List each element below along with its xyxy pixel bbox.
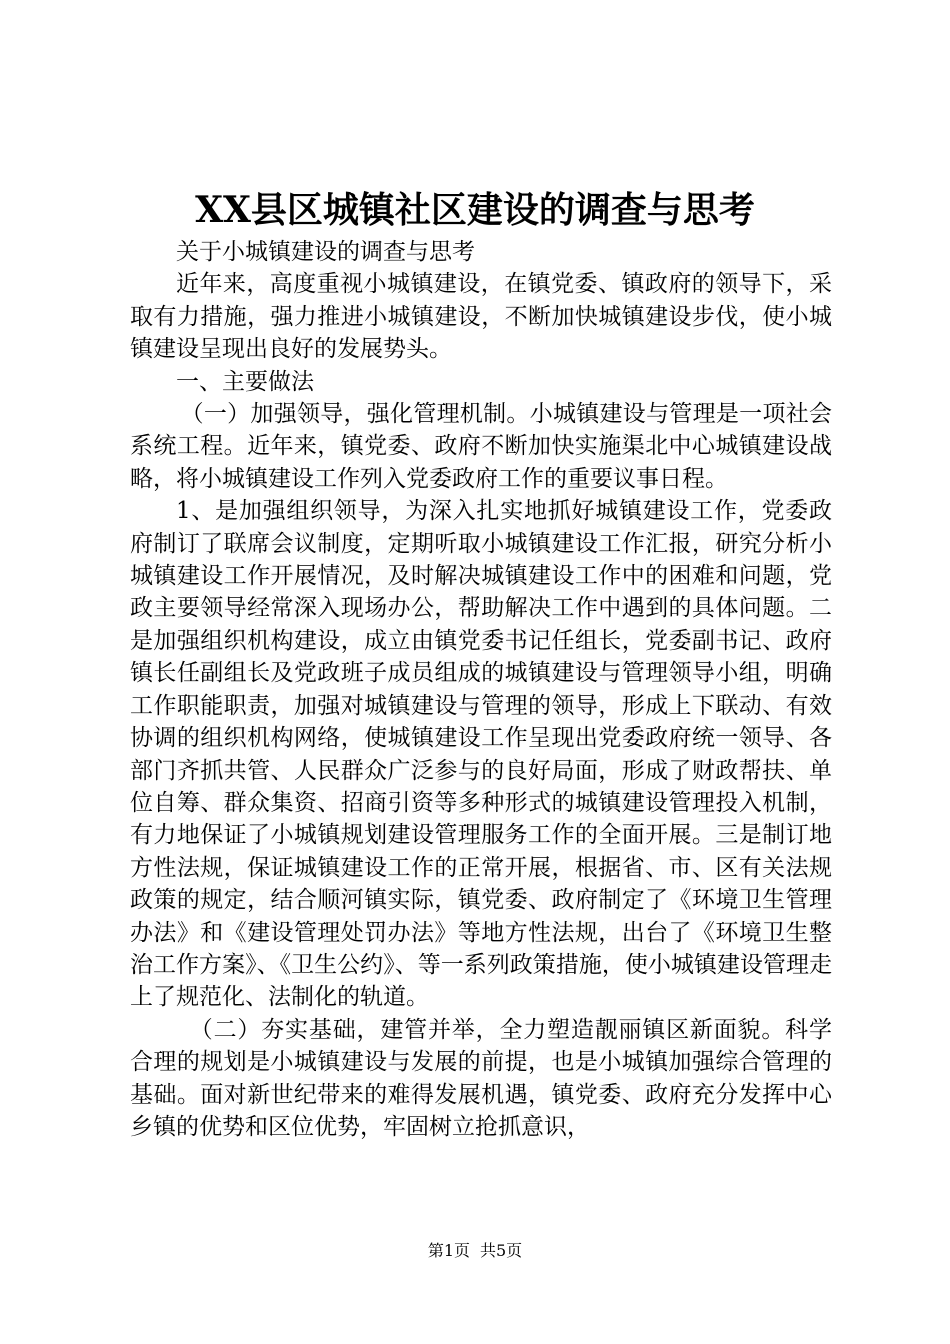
document-title: XX县区城镇社区建设的调查与思考 <box>195 189 755 231</box>
paragraph-intro: 近年来，高度重视小城镇建设，在镇党委、镇政府的领导下，采取有力措施，强力推进小城镇建设，不断加快城镇建设步伐，使小城镇建设呈现出良好的发展势头。 <box>130 271 832 363</box>
paragraph-section-1-detail: 1、是加强组织领导，为深入扎实地抓好城镇建设工作，党委政府制订了联席会议制度，定期听取小城镇建设工作汇报，研究分析小城镇建设工作开展情况，及时解决城镇建设工作中的困难和问题，党政主要领导经常深入现场办公，帮助解决工作中遇到的具体问题。二是加强组织机构建设，成立由镇党委书记任组长，党委副书记、政府镇长任副组长及党政班子成员组成的城镇建设与管理领导小组，明确工作职能职责，加强对城镇建设与管理的领导，形成上下联动、有效协调的组织机构网络，使城镇建设工作呈现出党委政府统一领导、各部门齐抓共管、人民群众广泛参与的良好局面，形成了财政帮扶、单位自筹、群众集资、招商引资等多种形式的城镇建设管理投入机制，有力地保证了小城镇规划建设管理服务工作的全面开展。三是制订地方性法规，保证城镇建设工作的正常开展，根据省、市、区有关法规政策的规定，结合顺河镇实际，镇党委、政府制定了《环境卫生管理办法》和《建设管理处罚办法》等地方性法规，出台了《环境卫生整治工作方案》、《卫生公约》、等一系列政策措施，使小城镇建设管理走上了规范化、法制化的轨道。 <box>130 498 832 1011</box>
paragraph-subtitle: 关于小城镇建设的调查与思考 <box>176 239 475 265</box>
paragraph-section-2: （二）夯实基础，建管并举，全力塑造靓丽镇区新面貌。科学合理的规划是小城镇建设与发展的前提，也是小城镇加强综合管理的基础。面对新世纪带来的难得发展机遇，镇党委、政府充分发挥中心乡镇的优势和区位优势，牢固树立抢抓意识， <box>130 1016 832 1140</box>
page-total: 共5页 <box>480 1241 523 1260</box>
page-number: 第1页 <box>427 1241 470 1260</box>
document-body <box>130 236 832 1143</box>
page-footer <box>0 1240 950 1262</box>
section-heading: 一、主要做法 <box>176 368 314 395</box>
paragraph-section-1: （一）加强领导，强化管理机制。小城镇建设与管理是一项社会系统工程。近年来，镇党委、政府不断加快实施渠北中心城镇建设战略，将小城镇建设工作列入党委政府工作的重要议事日程。 <box>130 401 832 492</box>
